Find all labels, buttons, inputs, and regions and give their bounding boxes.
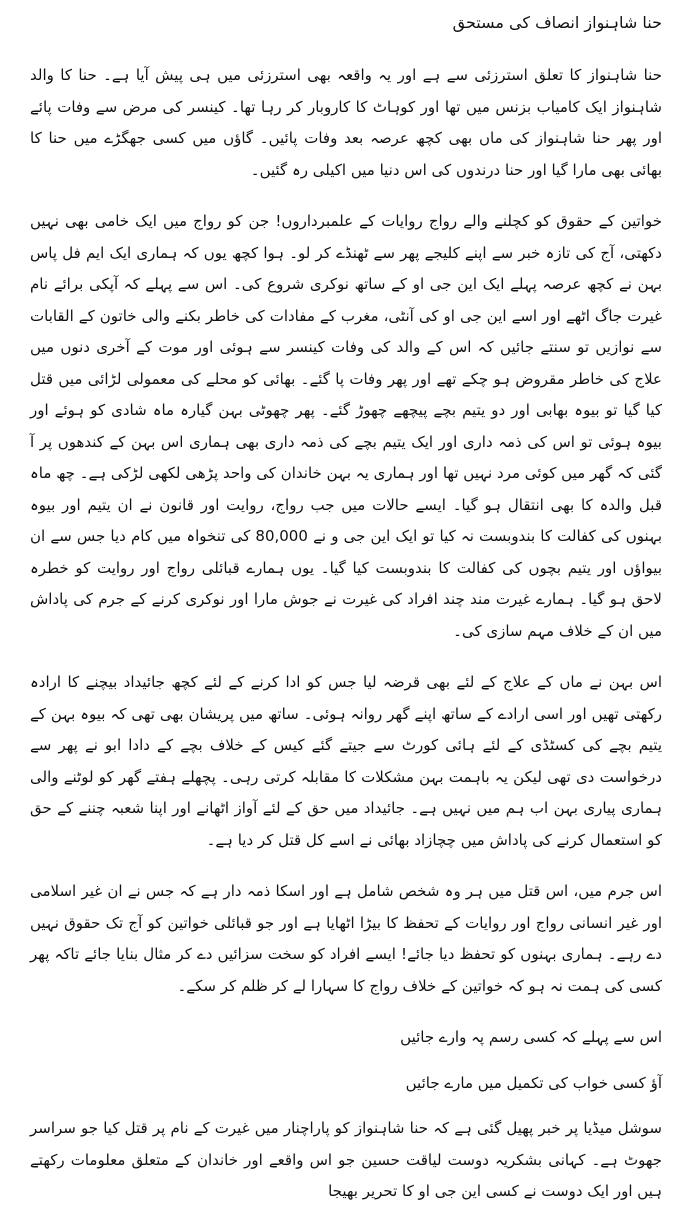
poem-verses bbox=[30, 1022, 662, 1099]
paragraph-intro: حنا شاہنواز کا تعلق استرزئی سے ہے اور یہ واقعہ بھی استرزئی میں ہی پیش آیا ہے۔ حنا کا والد شاہنواز ایک کامیاب بزنس میں تھا اور کوہاٹ کا کاروبار کر رہا تھا۔ کینسر کی مرض سے وفات پائے اور پھر حنا شاہنواز کی ماں بھی کچھ عرصہ بعد وفات پائیں۔ گاؤں میں کسی جھگڑے میں حنا کا بھائی بھی مارا گیا اور حنا درندوں کی اس دنیا میں اکیلی رہ گئیں۔ bbox=[30, 66, 662, 179]
verse-line: اس سے پہلے کہ کسی رسم پہ وارے جائیں bbox=[400, 1028, 662, 1046]
paragraph-closing: سوشل میڈیا پر خبر پھیل گئی ہے کہ حنا شاہنواز کو پاراچنار میں غیرت کے نام پر قتل کیا جو سراسر جھوٹ ہے۔ کہانی بشکریہ دوست لیاقت حسین جو اس واقعے اور خاندان کے متعلق معلومات رکھتے ہیں اور ایک دوست نے کسی این جی او کا تحریر بھیجا bbox=[30, 1119, 662, 1200]
paragraph-story: خواتین کے حقوق کو کچلنے والے رواج روایات کے علمبرداروں! جن کو رواج میں ایک خامی بھی نہیں دکھتی، آج کی تازہ خبر سے اپنے کلیجے پھر سے ٹھنڈے کر لو۔ ہوا کچھ یوں کہ ہماری ایک ایم فل پاس بہن نے کچھ عرصہ پہلے ایک این جی او کے ساتھ نوکری شروع کی۔ اس سے پہلے کہ آپکی برائے نام غیرت جاگ اٹھے اور اسے این جی او کی آنٹی، مغرب کے مفادات کی خاطر بکنے والی خاتون کے القابات سے نوازیں تو سنتے جائیں کہ اس کے والد کی وفات کینسر سے ہوئی اور موت کے آخری دنوں میں علاج کی خاطر مقروض ہو چکے تھے اور پھر وفات پا گئے۔ بھائی کو محلے کی معمولی لڑائی میں قتل کیا گیا تو بیوہ بھابی اور دو یتیم بچے پیچھے چھوڑ گئے۔ پھر چھوٹی بہن گیارہ ماہ شادی کو ہوئے اور بیوہ ہوئی تو اس کی ذمہ داری اور ایک یتیم بچے کی ذمہ داری بھی ہماری اس بہن کے کندھوں پر آ گئی کہ گھر میں کوئی مرد نہیں تھا اور ہماری یہ بہن خاندان کی واحد پڑھی لکھی لڑکی ہے۔ چھ ماہ قبل والدہ کا بھی انتقال ہو گیا۔ ایسے حالات میں جب رواج، روایت اور قانون نے ان یتیم اور بیوہ بہنوں کی کفالت کا بندوبست نہ کیا تو ایک این جی و نے 80,000 کی تنخواہ میں کام دیا جس سے ان بیواؤں اور یتیم بچوں کی کفالت کا بندوبست کیا گیا۔ یوں ہمارے قبائلی رواج اور روایت کو خطرہ لاحق ہو گیا۔ ہمارے غیرت مند چند افراد کی غیرت نے جوش مارا اور نوکری کرنے کے جرم کی پاداش میں ان کے خلاف مہم سازی کی۔ bbox=[30, 212, 663, 640]
paragraph-appeal: اس جرم میں، اس قتل میں ہر وہ شخص شامل ہے اور اسکا ذمہ دار ہے کہ جس نے ان غیر اسلامی اور غیر انسانی رواج اور روایات کے تحفظ کا بیڑا اٹھایا ہے اور جو قبائلی خواتین کو آج تک حقوق نہیں دے رہے۔ ہماری بہنوں کو تحفظ دیا جائے! ایسے افراد کو سخت سزائیں دے کر مثال بنایا جائے تاکہ پھر کسی کی ہمت نہ ہو کہ خواتین کے خلاف رواج کا سہارا لے کر ظلم کر سکے۔ bbox=[30, 882, 662, 995]
article-title: حنا شاہنواز انصاف کی مستحق bbox=[452, 13, 662, 32]
paragraph-murder: اس بہن نے ماں کے علاج کے لئے بھی قرضہ لیا جس کو ادا کرنے کے لئے کچھ جائیداد بیچنے کا ارادہ رکھتی تھیں اور اسی ارادے کے ساتھ اپنے گھر روانہ ہوئی۔ ساتھ میں پریشان بھی تھی کہ بیوہ بہن کے یتیم بچے کی کسٹڈی کے لئے ہائی کورٹ سے جیتے گئے کیس کے خلاف بچے کے دادا ابو نے پھر سے درخواست دی تھی لیکن یہ باہمت بہن مشکلات کا مقابلہ کرتی رہی۔ پچھلے ہفتے گھر کو لوٹنے والی ہماری پیاری بہن اب ہم میں نہیں ہے۔ جائیداد میں حق کے لئے آواز اٹھانے اور اپنا شعبہ چننے کے حق کو استعمال کرنے کی پاداش میں چچازاد بھائی نے اسے کل قتل کر دیا ہے۔ bbox=[30, 673, 662, 849]
verse-line: آؤ کسی خواب کی تکمیل میں مارے جائیں bbox=[405, 1073, 662, 1092]
